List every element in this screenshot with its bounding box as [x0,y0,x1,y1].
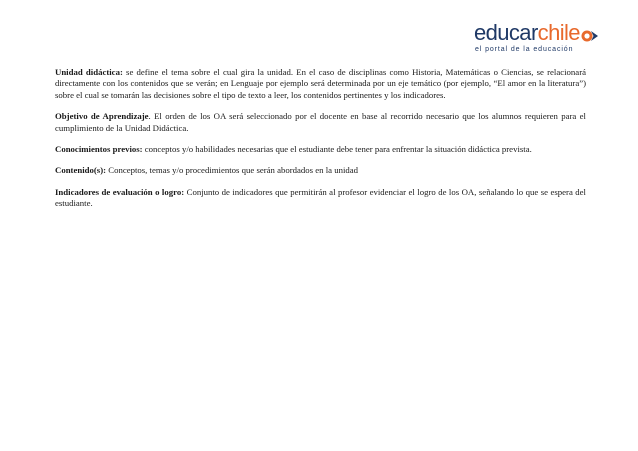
term-unidad-didactica: Unidad didáctica: [55,67,123,77]
logo-wordmark [474,22,586,44]
paragraph-indicadores [55,187,586,210]
paragraph-conocimientos-previos [55,144,586,155]
document-body [55,67,586,220]
term-contenidos: Contenido(s): [55,165,107,176]
term-indicadores: Indicadores de evaluación o logro: [55,186,185,197]
logo-brand-first: educar [474,20,538,45]
definition-objetivo-aprendizaje: . El orden de los OA será seleccionado por el docente en base al recorrido necesario que los alumnos requieren para el cumplimiento de la Unidad Didáctica. [55,111,586,133]
paragraph-objetivo-aprendizaje [55,111,586,134]
term-objetivo-aprendizaje: Objetivo de Aprendizaje [55,111,149,122]
paragraph-contenidos [55,165,586,176]
term-conocimientos-previos: Conocimientos previos: [55,144,143,155]
definition-conocimientos-previos: conceptos y/o habilidades necesarias que el estudiante debe tener para enfrentar la situación didáctica prevista. [142,144,532,155]
logo-brand-second: chile [537,20,580,45]
educarchile-logo [474,22,586,56]
definition-contenidos: Conceptos, temas y/o procedimientos que serán abordados en la unidad [106,165,359,176]
paragraph-unidad-didactica [55,67,586,101]
definition-unidad-didactica: se define el tema sobre el cual gira la unidad. En el caso de disciplinas como Historia, Matemáticas o Ciencias, se relacionará directamente con los contenidos que se verán; en Lenguaje por ejemplo será determinada por un eje temático (por ejemplo, “El amor en la literatura”) sobre el cual se tomarán las decisiones sobre el tipo de texto a leer, los contenidos pertinentes y los indicadores. [55,67,586,100]
logo-tagline: el portal de la educación [475,46,574,53]
definition-indicadores: Conjunto de indicadores que permitirán al profesor evidenciar el logro de los OA, señalando lo que se espera del estudiante. [55,186,586,209]
logo-chevron-icon [581,25,599,39]
